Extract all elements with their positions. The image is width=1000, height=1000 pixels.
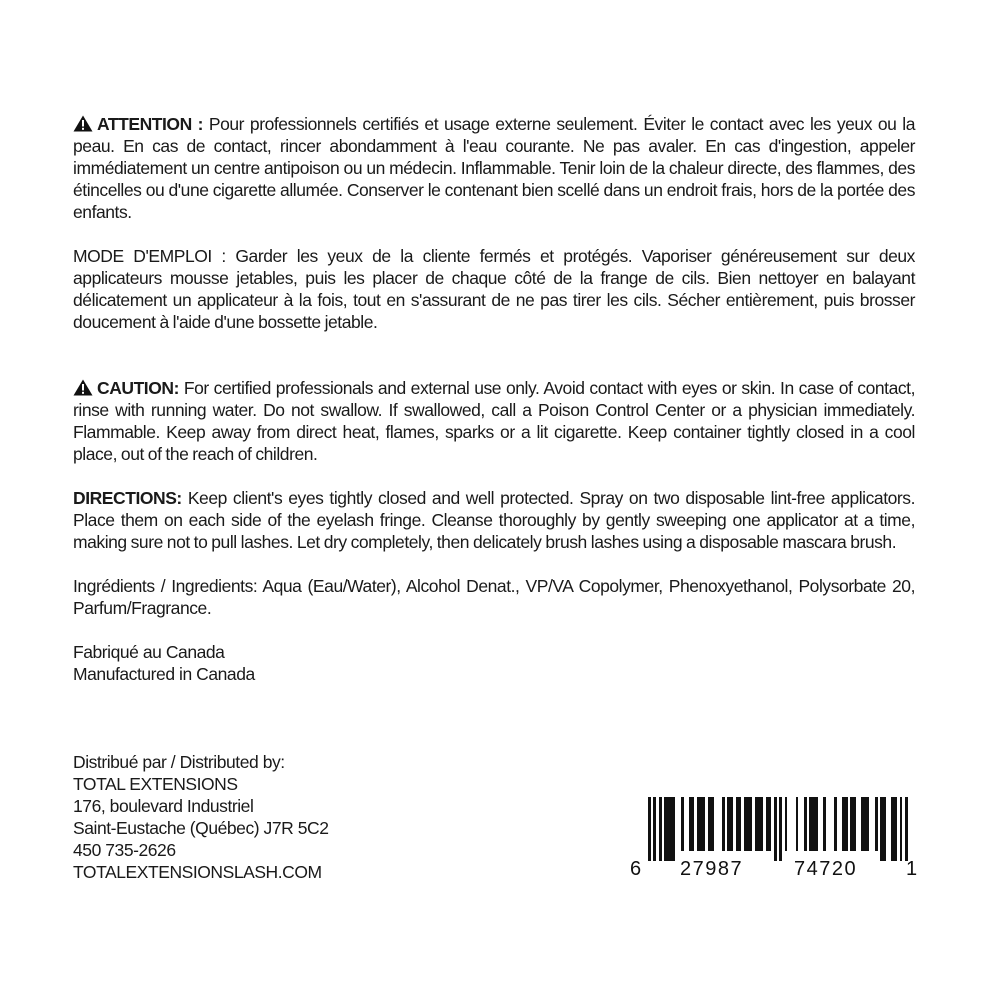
english-caution-text: For certified professionals and external use only. Avoid contact with eyes or skin. In case of contact, rinse with running water. Do not swallow. If swallowed, call a Poison Control Center or a physician immediately. Flammable. Keep away from direct heat, flames, sparks or a lit cigarette. Keep container tightly closed in a cool place, out of the reach of children. xyxy=(73,378,915,464)
upc-barcode xyxy=(628,797,920,885)
origin-french: Fabriqué au Canada xyxy=(73,642,225,662)
english-directions-label: DIRECTIONS: xyxy=(73,488,182,508)
barcode-bar xyxy=(905,797,908,861)
ingredients-paragraph: Ingrédients / Ingredients: Aqua (Eau/Water), Alcohol Denat., VP/VA Copolymer, Phenoxyethanol, Polysorbate 20, Parfum/Fragrance. xyxy=(73,576,915,618)
french-warning-paragraph xyxy=(73,113,915,223)
barcode-check-digit: 1 xyxy=(906,858,919,880)
barcode-system-digit: 6 xyxy=(630,858,643,880)
french-directions-paragraph: MODE D'EMPLOI : Garder les yeux de la cliente fermés et protégés. Vaporiser généreusement sur deux applicateurs mousse jetables, puis les placer de chaque côté de la frange de cils. Bien nettoyer en balayant délicatement un applicateur à la fois, tout en s'assurant de ne pas tirer les cils. Sécher entièrement, puis brosser doucement à l'aide d'une bossette jetable. xyxy=(73,246,915,332)
barcode-bars xyxy=(648,797,908,861)
barcode-right-group: 74720 xyxy=(794,858,858,880)
english-caution-label: CAUTION: xyxy=(97,378,179,398)
english-directions-text: Keep client's eyes tightly closed and well protected. Spray on two disposable lint-free applicators. Place them on each side of the eyelash fringe. Cleanse thoroughly by gently sweeping one applicator at a time, making sure not to pull lashes. Let dry completely, then delicately brush lashes using a disposable mascara brush. xyxy=(73,488,915,552)
product-label xyxy=(73,113,915,685)
english-directions-paragraph xyxy=(73,487,915,553)
distributor-company: TOTAL EXTENSIONS xyxy=(73,774,238,794)
barcode-left-group: 27987 xyxy=(680,858,744,880)
distributor-block xyxy=(73,751,329,883)
french-warning-label: ATTENTION : xyxy=(97,114,204,134)
warning-triangle-icon xyxy=(73,379,93,396)
origin-english: Manufactured in Canada xyxy=(73,664,255,684)
distributor-phone: 450 735-2626 xyxy=(73,840,176,860)
distributor-heading: Distribué par / Distributed by: xyxy=(73,752,285,772)
english-caution-paragraph xyxy=(73,377,915,465)
distributor-city: Saint-Eustache (Québec) J7R 5C2 xyxy=(73,818,329,838)
warning-triangle-icon xyxy=(73,115,93,132)
french-warning-text: Pour professionnels certifiés et usage externe seulement. Éviter le contact avec les yeux ou la peau. En cas de contact, rincer abondamment à l'eau courante. Ne pas avaler. En cas d'ingestion, appeler immédiatement un centre antipoison ou un médecin. Inflammable. Tenir loin de la chaleur directe, des flammes, des étincelles ou d'une cigarette allumée. Conserver le contenant bien scellé dans un endroit frais, hors de la portée des enfants. xyxy=(73,114,915,222)
barcode-digits xyxy=(628,858,920,882)
distributor-street: 176, boulevard Industriel xyxy=(73,796,254,816)
distributor-website: TOTALEXTENSIONSLASH.COM xyxy=(73,862,322,882)
